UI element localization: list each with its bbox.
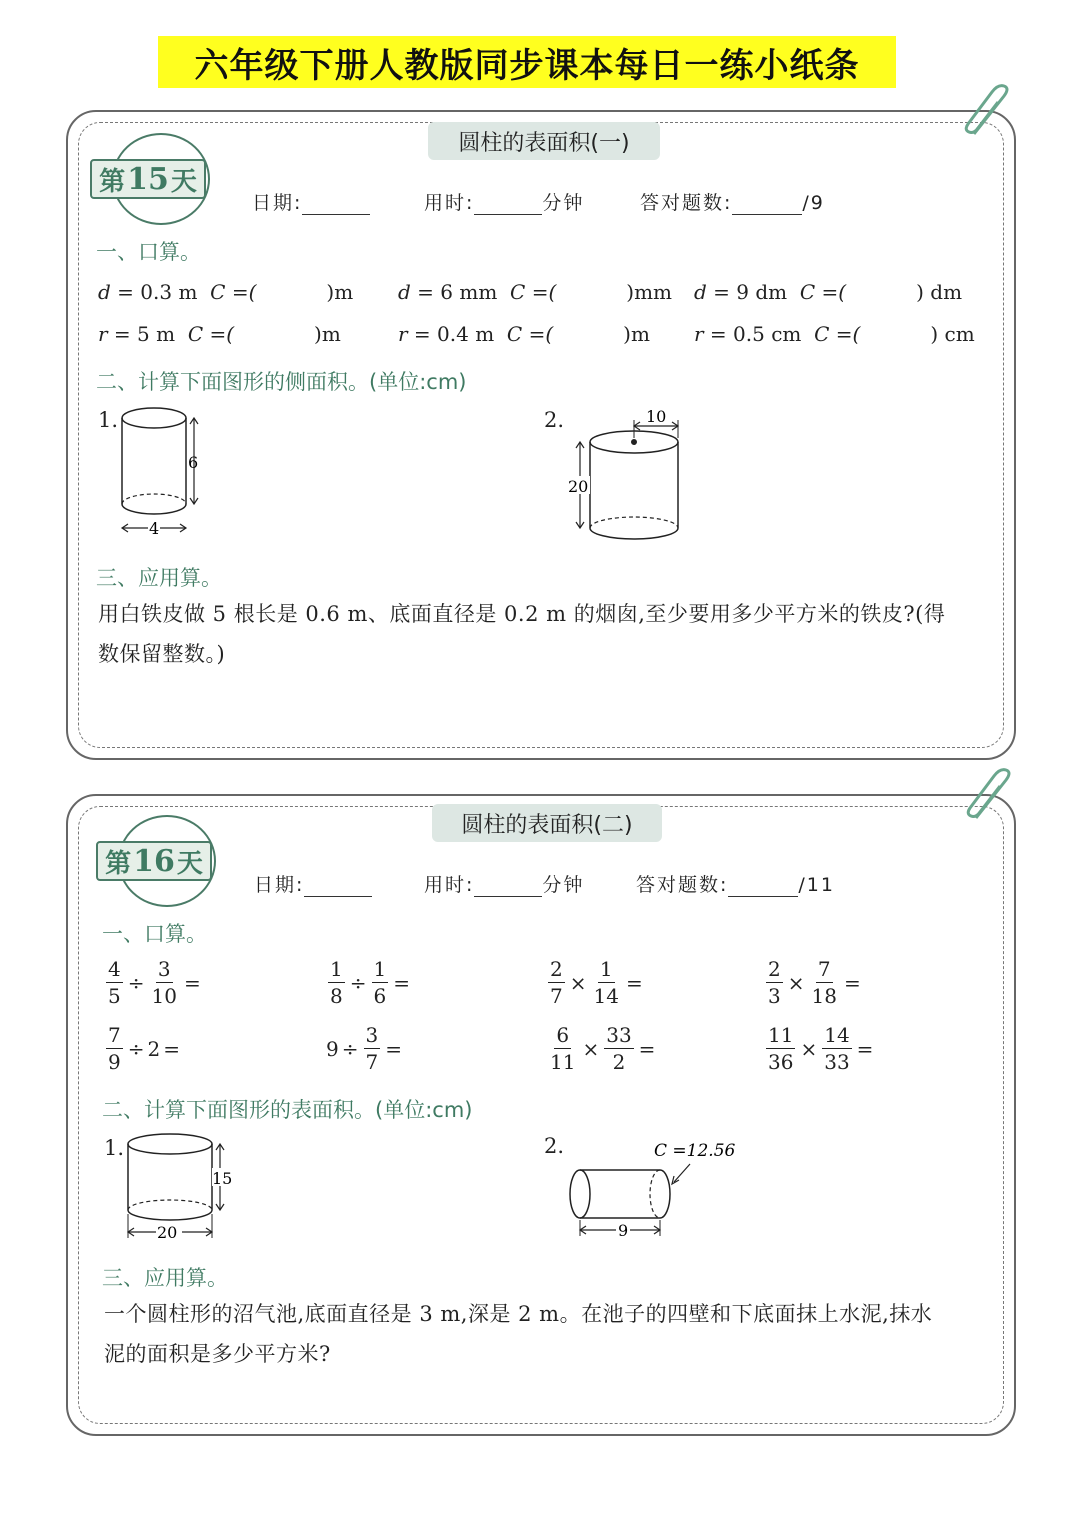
equals: =	[638, 1036, 656, 1061]
score-label: 答对题数:	[640, 192, 733, 214]
mental-item: r = 5 m C =( )m	[98, 322, 341, 346]
radius-label: 10	[646, 407, 667, 426]
date-blank[interactable]	[302, 194, 370, 215]
problem-line: 一个圆柱形的沼气池,底面直径是 3 m,深是 2 m。在池子的四壁和下底面抹上水泥,抹水	[104, 1302, 933, 1326]
fraction-item	[764, 956, 864, 1009]
integer: 2	[147, 1036, 161, 1061]
height-label: 20	[568, 477, 589, 496]
time-field[interactable]	[424, 188, 584, 215]
item-value: 6 mm	[440, 280, 498, 304]
day-prefix: 第	[105, 848, 132, 879]
score-blank[interactable]	[732, 194, 802, 215]
item-c: C =(	[814, 322, 861, 346]
item-var: d	[98, 280, 111, 304]
operator: ×	[787, 970, 805, 995]
time-blank[interactable]	[474, 876, 542, 897]
equals: =	[385, 1036, 402, 1061]
cylinder-figure-1	[110, 400, 220, 540]
fraction: $\frac{2}{7}$	[550, 957, 563, 1008]
circumference-label: C =12.56	[654, 1141, 736, 1161]
operator: ÷	[127, 1036, 145, 1061]
item-close: ) cm	[930, 322, 975, 346]
item-c: C =(	[187, 322, 235, 346]
word-problem	[98, 594, 998, 674]
item-close: )m	[623, 322, 650, 346]
score-label: 答对题数:	[636, 874, 729, 896]
figure-number: 2.	[544, 1134, 565, 1158]
date-label: 日期:	[254, 874, 305, 896]
score-total: /9	[802, 192, 825, 214]
score-blank[interactable]	[728, 876, 798, 897]
fraction-item	[104, 956, 204, 1009]
time-field[interactable]	[424, 870, 584, 897]
operator: ÷	[127, 970, 145, 995]
fraction: $\frac{3}{10}$	[151, 957, 177, 1008]
operator: ×	[800, 1036, 818, 1061]
operator: ×	[582, 1036, 600, 1061]
fraction-item	[326, 1022, 405, 1075]
time-label: 用时:	[424, 192, 475, 214]
score-field[interactable]	[636, 870, 835, 897]
operator: ÷	[341, 1036, 359, 1061]
item-c: C =(	[510, 280, 557, 304]
fraction: $\frac{7}{9}$	[108, 1023, 121, 1074]
word-problem	[104, 1294, 1004, 1374]
fraction: $\frac{4}{5}$	[108, 957, 121, 1008]
mental-item: r = 0.5 cm C =( ) cm	[694, 322, 975, 346]
mental-item: r = 0.4 m C =( )m	[398, 322, 650, 346]
day-badge	[90, 133, 210, 225]
day-number: 16	[133, 843, 175, 879]
fraction: $\frac{14}{33}$	[824, 1023, 850, 1074]
item-var: r	[398, 322, 408, 346]
item-value: 9 dm	[736, 280, 788, 304]
equals: =	[625, 970, 643, 995]
item-var: r	[694, 322, 704, 346]
date-blank[interactable]	[304, 876, 372, 897]
fraction-item	[104, 1022, 183, 1075]
page-title: 六年级下册人教版同步课本每日一练小纸条	[158, 36, 896, 88]
problem-line: 泥的面积是多少平方米?	[104, 1342, 331, 1366]
day-suffix: 天	[170, 166, 197, 197]
problem-line: 用白铁皮做 5 根长是 0.6 m、底面直径是 0.2 m 的烟囱,至少要用多少平方米的铁皮?(得	[98, 602, 946, 626]
time-label: 用时:	[424, 874, 475, 896]
item-c: C =(	[210, 280, 257, 304]
day-badge	[96, 815, 216, 907]
item-value: 5 m	[137, 322, 176, 346]
fraction: $\frac{6}{11}$	[550, 1023, 576, 1074]
fraction: $\frac{2}{3}$	[768, 957, 781, 1008]
diameter-label: 20	[157, 1223, 178, 1242]
item-close: )m	[314, 322, 341, 346]
item-var: d	[694, 280, 707, 304]
item-close: )mm	[626, 280, 672, 304]
item-value: 0.5 cm	[733, 322, 802, 346]
section-application: 三、应用算。	[96, 566, 222, 590]
fraction-item	[764, 1022, 876, 1075]
time-blank[interactable]	[474, 194, 542, 215]
topic-title: 圆柱的表面积(一)	[428, 122, 660, 160]
equals: =	[843, 970, 861, 995]
time-unit: 分钟	[542, 192, 585, 214]
item-var: d	[398, 280, 411, 304]
section-lateral-area: 二、计算下面图形的侧面积。(单位:cm)	[96, 370, 467, 394]
fraction-item	[546, 956, 646, 1009]
score-total: /11	[798, 874, 835, 896]
paperclip-icon	[962, 766, 1022, 828]
diameter-label: 4	[149, 519, 160, 538]
fraction-item	[326, 956, 413, 1009]
fraction: $\frac{1}{14}$	[593, 957, 619, 1008]
height-label: 15	[212, 1169, 233, 1188]
figure-number: 1.	[98, 408, 119, 432]
cylinder-figure-4	[560, 1136, 740, 1246]
fraction: $\frac{3}{7}$	[365, 1023, 379, 1074]
paperclip-icon	[960, 82, 1020, 144]
date-label: 日期:	[252, 192, 303, 214]
mental-item: d = 6 mm C =( )mm	[398, 280, 672, 304]
badge-label	[90, 159, 206, 199]
section-application: 三、应用算。	[102, 1266, 228, 1290]
badge-label	[96, 841, 212, 881]
mental-item: d = 0.3 m C =( )m	[98, 280, 354, 304]
height-label: 6	[188, 453, 199, 472]
integer: 9	[326, 1036, 339, 1061]
fraction: $\frac{7}{18}$	[811, 957, 837, 1008]
item-close: )m	[326, 280, 354, 304]
day-suffix: 天	[176, 848, 203, 879]
mental-item: d = 9 dm C =( ) dm	[694, 280, 963, 304]
section-surface-area: 二、计算下面图形的表面积。(单位:cm)	[102, 1098, 473, 1122]
equals: =	[163, 1036, 180, 1061]
topic-title: 圆柱的表面积(二)	[432, 804, 662, 842]
operator: ×	[569, 970, 587, 995]
item-c: C =(	[506, 322, 554, 346]
date-field[interactable]	[252, 188, 370, 215]
equals: =	[856, 1036, 874, 1061]
equals: =	[393, 970, 410, 995]
equals: =	[183, 970, 201, 995]
section-mental-math: 一、口算。	[96, 240, 201, 264]
item-value: 0.3 m	[140, 280, 198, 304]
time-unit: 分钟	[542, 874, 585, 896]
cylinder-figure-2	[562, 404, 692, 544]
item-c: C =(	[799, 280, 847, 304]
item-value: 0.4 m	[437, 322, 495, 346]
date-field[interactable]	[254, 870, 372, 897]
day-prefix: 第	[99, 166, 126, 197]
figure-number: 1.	[104, 1136, 125, 1160]
fraction: $\frac{1}{6}$	[373, 957, 387, 1008]
item-var: r	[98, 322, 108, 346]
score-field[interactable]	[640, 188, 825, 215]
item-close: ) dm	[916, 280, 963, 304]
section-mental-math: 一、口算。	[102, 922, 207, 946]
length-label: 9	[618, 1221, 629, 1240]
day-number: 15	[127, 161, 169, 197]
figure-number: 2.	[544, 408, 565, 432]
fraction: $\frac{11}{36}$	[768, 1023, 794, 1074]
problem-line: 数保留整数。)	[98, 642, 226, 666]
fraction-item	[546, 1022, 658, 1075]
cylinder-figure-3	[116, 1130, 246, 1248]
fraction: $\frac{1}{8}$	[330, 957, 343, 1008]
fraction: $\frac{33}{2}$	[606, 1023, 632, 1074]
operator: ÷	[349, 970, 367, 995]
